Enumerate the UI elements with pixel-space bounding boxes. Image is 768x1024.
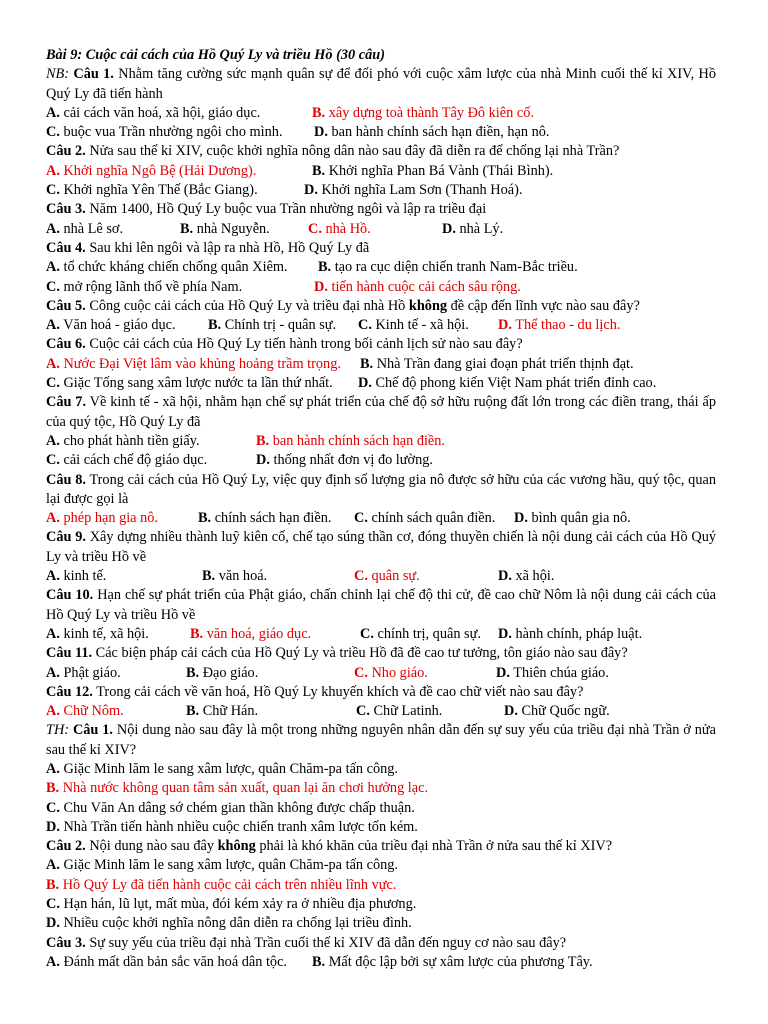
option-c-answer: C. nhà Hồ.	[308, 220, 371, 237]
option-a: A. Giặc Minh lăm le sang xâm lược, quân Chăm-pa tấn công.	[46, 760, 399, 777]
options-row	[46, 451, 716, 470]
option-d: D. Chế độ phong kiến Việt Nam phát triển đỉnh cao.	[358, 375, 657, 392]
lesson-title: Bài 9: Cuộc cải cách của Hồ Quý Ly và triều Hồ (30 câu)	[46, 47, 385, 63]
option-a: A. Đánh mất dần bản sắc văn hoá dân tộc.	[46, 953, 287, 970]
option-b-answer: B. Nhà nước không quan tâm sản xuất, quan lại ăn chơi hưởng lạc.	[46, 780, 429, 797]
option-b: B. Mất độc lập bởi sự xâm lược của phương Tây.	[312, 953, 593, 970]
option-c: C. chính sách quân điền.	[354, 510, 496, 527]
option-b: B. Chính trị - quân sự.	[208, 317, 337, 334]
options-row	[46, 220, 716, 239]
options-row	[46, 625, 716, 644]
options-row	[46, 162, 716, 181]
option-a: A. Giặc Minh lăm le sang xâm lược, quân Chăm-pa tấn công.	[46, 857, 399, 874]
option-b: B. Nhà Trần đang giai đoạn phát triển thịnh đạt.	[360, 355, 634, 372]
question-nb-5: Câu 5. Công cuộc cải cách của Hồ Quý Ly và triều đại nhà Hồ không đề cập đến lĩnh vực nào sau đây?	[46, 297, 640, 314]
options-row	[46, 953, 716, 972]
options-row	[46, 316, 716, 335]
question-nb-3: Câu 3. Năm 1400, Hồ Quý Ly buộc vua Trần nhường ngôi và lập ra triều đại	[46, 201, 487, 218]
question-nb-6: Câu 6. Cuộc cải cách của Hồ Quý Ly tiến hành trong bối cảnh lịch sử nào sau đây?	[46, 336, 523, 353]
options-row	[46, 278, 716, 297]
option-d: D. Nhiều cuộc khởi nghĩa nông dân diễn ra chống lại triều đình.	[46, 915, 412, 932]
question-nb-11: Câu 11. Các biện pháp cải cách của Hồ Quý Ly và triều Hồ đã đề cao tư tưởng, tôn giáo nào sau đây?	[46, 645, 628, 662]
options-row	[46, 181, 716, 200]
option-d: D. Khởi nghĩa Lam Sơn (Thanh Hoá).	[304, 182, 523, 199]
option-b: B. Chữ Hán.	[186, 703, 259, 720]
option-d: D. bình quân gia nô.	[514, 510, 631, 527]
option-d: D. thống nhất đơn vị đo lường.	[256, 452, 433, 469]
option-c-answer: C. Nho giáo.	[354, 664, 428, 681]
option-a: A. Văn hoá - giáo dục.	[46, 317, 176, 334]
option-b: B. chính sách hạn điền.	[198, 510, 332, 527]
question-nb-7: Câu 7. Về kinh tế - xã hội, nhằm hạn chế sự phát triển của chế độ sở hữu ruộng đất lớn trong các điền trang, thái ấp của quý tộc, Hồ Quý Ly đã	[46, 394, 716, 430]
option-c-answer: C. quân sự.	[354, 568, 420, 585]
option-d: D. Nhà Trần tiến hành nhiều cuộc chiến tranh xâm lược tốn kém.	[46, 818, 418, 835]
option-a: A. tổ chức kháng chiến chống quân Xiêm.	[46, 259, 288, 276]
option-c: C. cải cách chế độ giáo dục.	[46, 452, 208, 469]
option-c: C. Chữ Latinh.	[356, 703, 443, 720]
question-th-1: TH: Câu 1. Nội dung nào sau đây là một trong những nguyên nhân dẫn đến sự suy yếu của triều đại nhà Trần ở nửa sau thế kỉ XIV?	[46, 722, 716, 758]
option-b: B. tạo ra cục diện chiến tranh Nam-Bắc triều.	[318, 259, 578, 276]
option-c: C. Giặc Tống sang xâm lược nước ta lần thứ nhất.	[46, 375, 333, 392]
option-a: A. nhà Lê sơ.	[46, 220, 124, 237]
option-d: D. Thiên chúa giáo.	[496, 664, 609, 681]
options-row	[46, 509, 716, 528]
option-b: B. Khởi nghĩa Phan Bá Vành (Thái Bình).	[312, 162, 554, 179]
options-row	[46, 374, 716, 393]
options-row	[46, 355, 716, 374]
options-row	[46, 104, 716, 123]
options-row	[46, 664, 716, 683]
option-a: A. Phật giáo.	[46, 664, 121, 681]
option-d: D. Chữ Quốc ngữ.	[504, 703, 610, 720]
option-d-answer: D. tiến hành cuộc cải cách sâu rộng.	[314, 278, 521, 295]
option-d-answer: D. Thể thao - du lịch.	[498, 317, 621, 334]
question-nb-12: Câu 12. Trong cải cách về văn hoá, Hồ Quý Ly khuyến khích và đề cao chữ viết nào sau đây?	[46, 683, 584, 700]
option-a: A. kinh tế.	[46, 568, 107, 585]
question-nb-8: Câu 8. Trong cải cách của Hồ Quý Ly, việc quy định số lượng gia nô được sở hữu của các vương hầu, quý tộc, quan lại được gọi là	[46, 471, 716, 507]
option-c: C. Chu Văn An dâng sớ chém gian thần không được chấp thuận.	[46, 799, 415, 816]
option-a: A. kinh tế, xã hội.	[46, 625, 149, 642]
options-row	[46, 258, 716, 277]
option-b: B. nhà Nguyễn.	[180, 220, 270, 237]
option-c: C. chính trị, quân sự.	[360, 625, 481, 642]
question-nb-9: Câu 9. Xây dựng nhiều thành luỹ kiên cố, chế tạo súng thần cơ, đóng thuyền chiến là nội dung cải cách của Hồ Quý Ly và triều Hồ về	[46, 529, 716, 565]
option-b-answer: B. văn hoá, giáo dục.	[190, 625, 312, 642]
section-label-th: TH:	[46, 722, 70, 739]
options-row	[46, 702, 716, 721]
option-a-answer: A. Chữ Nôm.	[46, 703, 124, 720]
option-d: D. ban hành chính sách hạn điền, hạn nô.	[314, 124, 550, 141]
question-nb-4: Câu 4. Sau khi lên ngôi và lập ra nhà Hồ, Hồ Quý Ly đã	[46, 239, 370, 256]
option-c: C. Hạn hán, lũ lụt, mất mùa, đói kém xảy ra ở nhiều địa phương.	[46, 896, 417, 913]
option-d: D. hành chính, pháp luật.	[498, 625, 643, 642]
options-row	[46, 567, 716, 586]
option-d: D. nhà Lý.	[442, 220, 504, 237]
question-th-3: Câu 3. Sự suy yếu của triều đại nhà Trần cuối thế kỉ XIV đã dẫn đến nguy cơ nào sau đây?	[46, 934, 567, 951]
option-a-answer: A. Nước Đại Việt lâm vào khủng hoảng trầm trọng.	[46, 355, 341, 372]
question-nb-2: Câu 2. Nửa sau thế kỉ XIV, cuộc khởi nghĩa nông dân nào sau đây đã diễn ra để chống lại nhà Trần?	[46, 143, 620, 160]
question-nb-1: NB: Câu 1. Nhằm tăng cường sức mạnh quân sự để đối phó với cuộc xâm lược của nhà Minh cuối thế kỉ XIV, Hồ Quý Ly đã tiến hành	[46, 66, 716, 102]
option-a: A. cho phát hành tiền giấy.	[46, 432, 200, 449]
question-th-2: Câu 2. Nội dung nào sau đây không phải là khó khăn của triều đại nhà Trần ở nửa sau thế kỉ XIV?	[46, 838, 613, 855]
option-d: D. xã hội.	[498, 568, 555, 585]
option-a-answer: A. Khởi nghĩa Ngô Bệ (Hải Dương).	[46, 162, 257, 179]
option-c: C. buộc vua Trần nhường ngôi cho mình.	[46, 124, 283, 141]
option-c: C. Khởi nghĩa Yên Thế (Bắc Giang).	[46, 182, 258, 199]
section-label-nb: NB:	[46, 66, 70, 83]
options-row	[46, 123, 716, 142]
question-nb-10: Câu 10. Hạn chế sự phát triển của Phật giáo, chấn chỉnh lại chế độ thi cử, đề cao chữ Nôm là nội dung cải cách của Hồ Quý Ly và triều Hồ về	[46, 587, 717, 623]
options-row	[46, 432, 716, 451]
option-b-answer: B. xây dựng toà thành Tây Đô kiên cố.	[312, 104, 534, 121]
option-c: C. mở rộng lãnh thổ về phía Nam.	[46, 278, 243, 295]
option-b-answer: B. ban hành chính sách hạn điền.	[256, 432, 446, 449]
option-b-answer: B. Hồ Quý Ly đã tiến hành cuộc cải cách trên nhiều lĩnh vực.	[46, 876, 397, 893]
option-a-answer: A. phép hạn gia nô.	[46, 510, 158, 527]
option-b: B. Đạo giáo.	[186, 664, 259, 681]
option-a: A. cải cách văn hoá, xã hội, giáo dục.	[46, 104, 261, 121]
option-c: C. Kinh tế - xã hội.	[358, 317, 469, 334]
option-b: B. văn hoá.	[202, 568, 268, 585]
